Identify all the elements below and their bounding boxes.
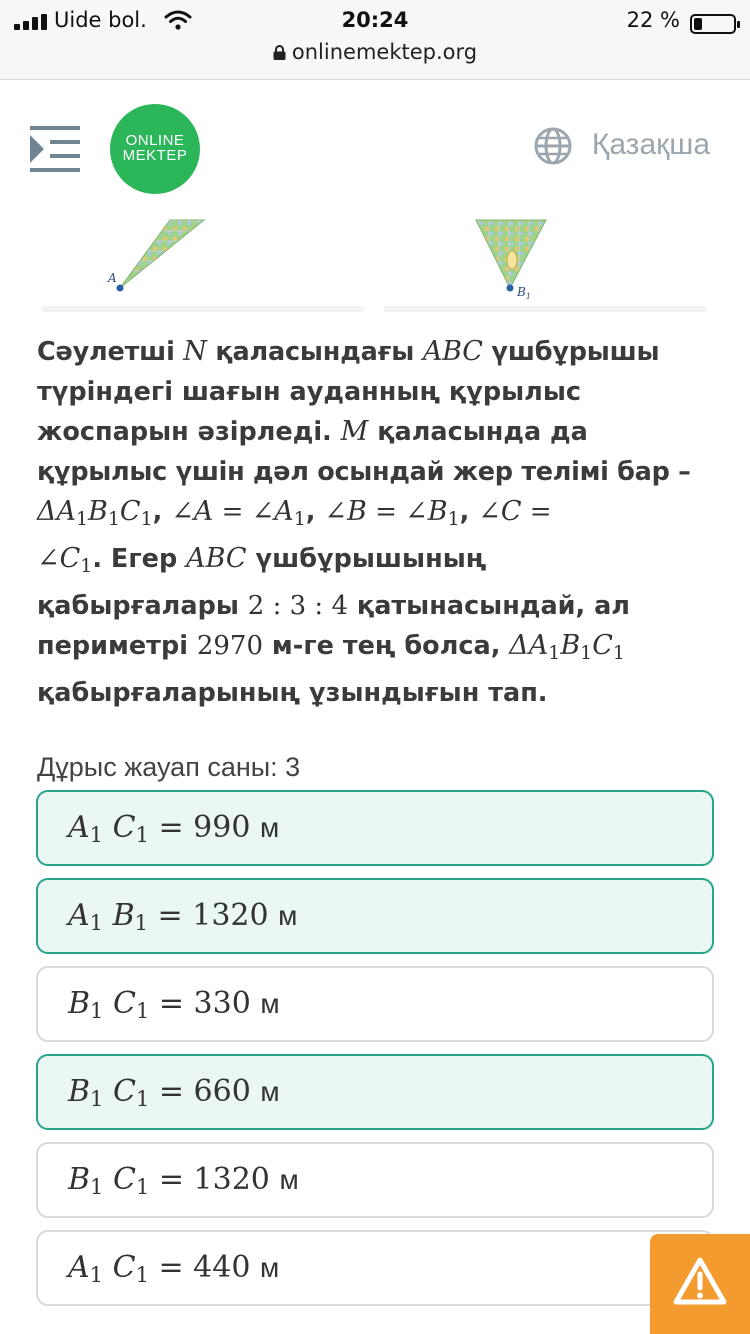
battery-icon [690, 14, 736, 34]
question-text-part: м-ге тең болса, [271, 631, 501, 661]
warning-icon [672, 1256, 728, 1308]
option-label: $B_1$ $C_1 = 660$ м [68, 1074, 280, 1111]
option-label: $A_1$ $C_1 = 440$ м [68, 1250, 280, 1287]
carrier-name: Uide bol. [54, 8, 147, 32]
question-text-part: түріндегі шағын ауданның құрылыс [37, 377, 582, 407]
option-label: $A_1$ $C_1 = 990$ м [68, 810, 280, 847]
question-text-part: қатынасындай, ал [356, 591, 630, 621]
logo-line2: MEKTEP [122, 147, 188, 164]
math-n: N [183, 336, 207, 367]
answer-option[interactable] [36, 966, 714, 1042]
online-mektep-logo[interactable] [110, 104, 200, 194]
question-text-part: үшбұрышы [491, 337, 660, 367]
address-bar[interactable] [0, 40, 750, 64]
option-label: $A_1$ $B_1 = 1320$ м [68, 898, 298, 935]
language-label: Қазақша [591, 128, 710, 161]
report-issue-button[interactable] [650, 1234, 750, 1334]
vertex-label-b1: $B_1$ [517, 285, 531, 301]
vertex-label-a: A [108, 271, 117, 285]
answer-option[interactable] [36, 790, 714, 866]
math-ratio: 2 : 3 : 4 [247, 591, 348, 621]
status-bar [0, 0, 750, 80]
menu-icon[interactable] [30, 124, 80, 174]
question-text-part: Егер [110, 544, 178, 574]
triangle-abc-image [42, 216, 364, 312]
answer-options [36, 790, 714, 1318]
answer-option[interactable] [36, 1142, 714, 1218]
question-text-part: қаласындағы [215, 337, 415, 367]
question-text-part: периметрі [37, 631, 188, 661]
lock-icon [273, 45, 286, 60]
battery-fill [694, 18, 702, 30]
question-text-part: құрылыс үшін дәл осындай жер телімі бар – [37, 457, 691, 487]
battery-percent: 22 % [626, 8, 680, 32]
question-text-part: қабырғаларының ұзындығын тап. [37, 678, 548, 708]
city-triangle-b-illustration [384, 216, 706, 306]
url-text: onlinemektep.org [291, 40, 478, 64]
city-triangle-a-illustration [42, 216, 364, 306]
language-selector[interactable] [592, 128, 710, 168]
site-header [0, 82, 750, 216]
answer-option[interactable] [36, 878, 714, 954]
answer-option[interactable] [36, 1230, 714, 1306]
option-label: $B_1$ $C_1 = 330$ м [68, 986, 280, 1023]
clock: 20:24 [341, 8, 409, 32]
option-label: $B_1$ $C_1 = 1320$ м [68, 1162, 299, 1199]
logo-line1: ONLINE [125, 132, 185, 149]
globe-icon [534, 127, 572, 165]
question-text-part: Сәулетші [37, 337, 175, 367]
answer-option[interactable] [36, 1054, 714, 1130]
math-perimeter: 2970 [196, 631, 264, 661]
correct-answer-count: Дұрыс жауап саны: 3 [37, 752, 301, 782]
question-text-part: үшбұрышының [255, 544, 487, 574]
math-abc: ABC [422, 336, 483, 367]
question-text-part: жоспарын әзірледі. [37, 417, 332, 447]
angle-equalities: $\Delta A_1B_1C_1$, ∠A = $\angle A_1$, ∠B = $\angle B_1$, ∠C = [37, 496, 552, 530]
triangle-a1b1c1-image [384, 216, 706, 312]
question-text: Сәулетші N қаласындағы ABC үшбұрышы түріндегі шағын ауданның құрылыс жоспарын әзірледі. M қаласында да құрылыс үшін дәл осындай жер телімі бар – $\Delta A_1B_1C_1$, ∠A = $\angle A_1$, ∠B = $\angle B_1$, ∠C = $\angle C_1$. Егер ABC үшбұрышының қабырғалары 2 : 3 : 4 қатынасындай, ал периметрі 2970 м-ге тең болса, $\Delta A_1B_1C_1$ қабырғаларының ұзындығын тап. [37, 332, 717, 713]
question-images [0, 216, 750, 316]
question-text-part: қаласында да [377, 417, 588, 447]
math-m: M [340, 416, 369, 447]
question-text-part: қабырғалары [37, 591, 239, 621]
math-abc: ABC [186, 543, 247, 574]
